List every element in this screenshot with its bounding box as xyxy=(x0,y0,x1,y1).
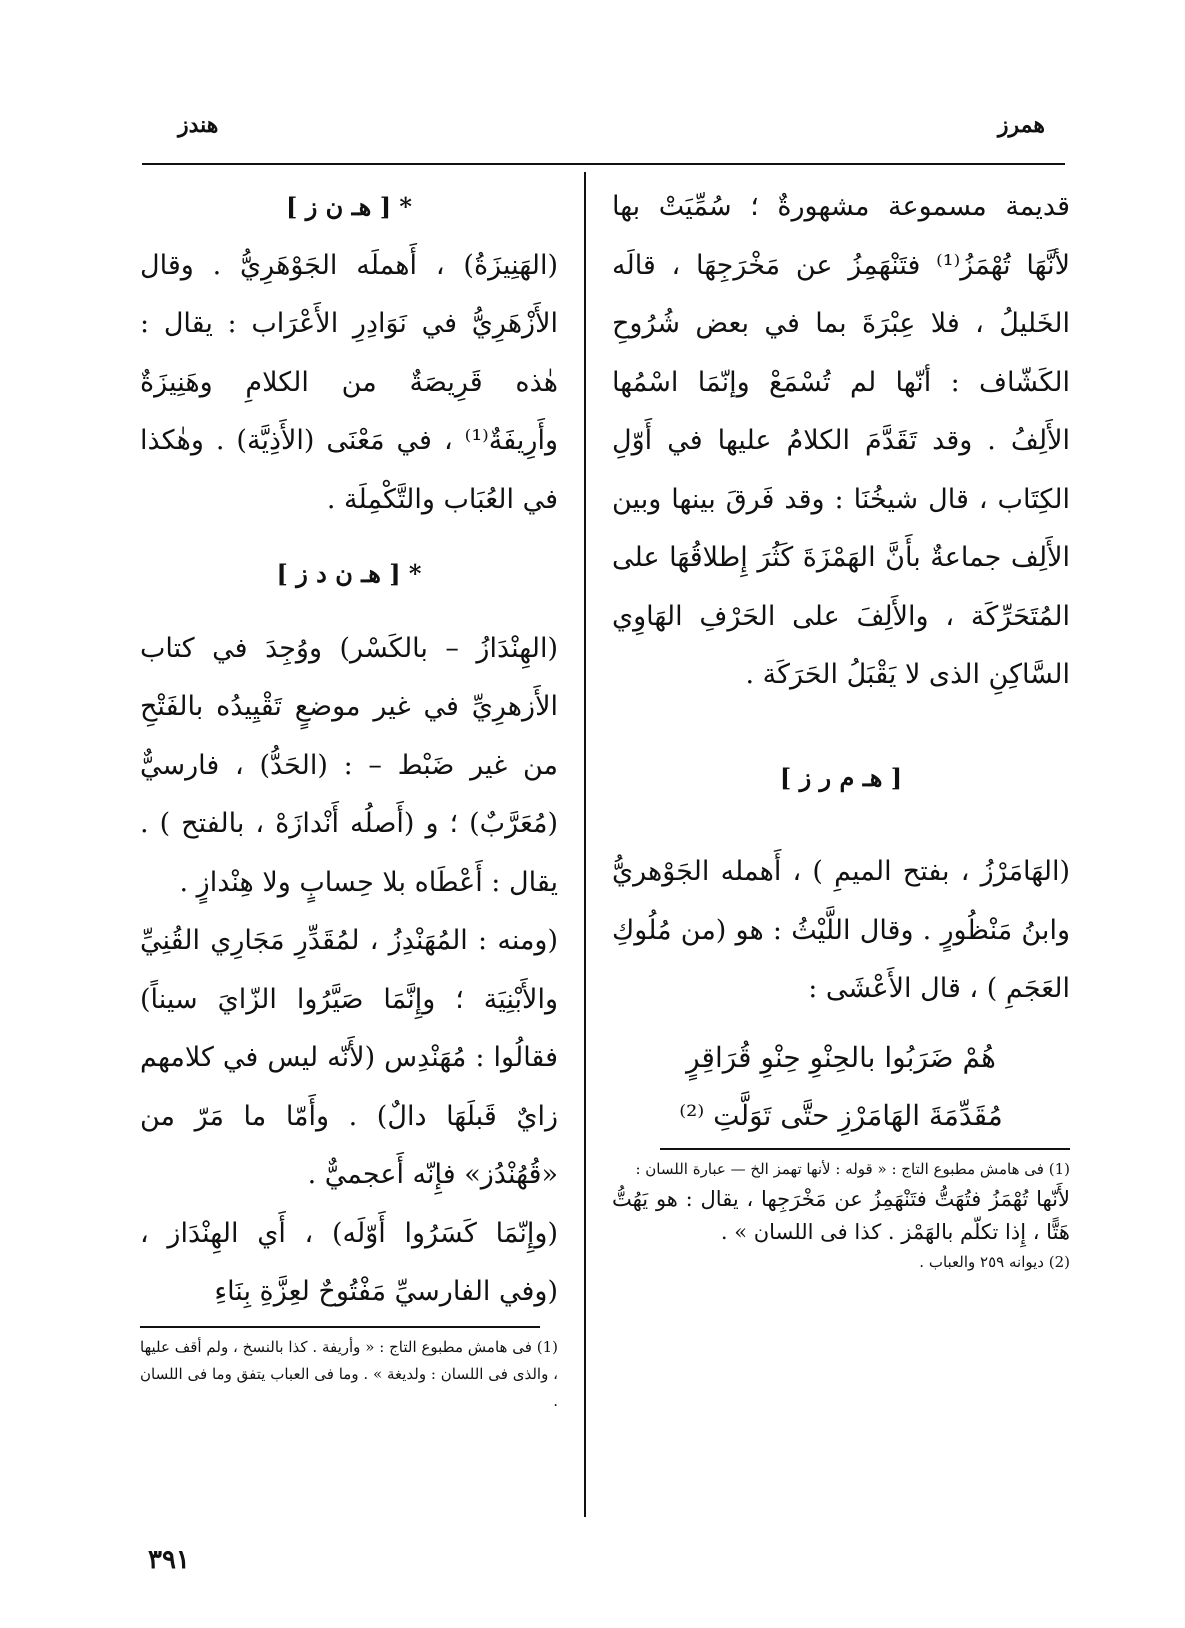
running-head-right: همرز xyxy=(997,112,1045,138)
entry-paragraph: (الهَنِيزَةُ) ، أَهملَه الجَوْهَرِيُّ . وقال الأَزْهَرِيُّ في نَوَادِرِ الأَعْرَاب : يقال : هٰذه قَرِيصَةٌ من الكلامِ وهَنِيزَةٌ وأَرِيفَةٌ⁽¹⁾ ، في مَعْنَى (الأَذِيَّة) . وهٰكذا في العُبَاب والتَّكْمِلَة . xyxy=(140,249,558,515)
footnote-rule xyxy=(140,1326,540,1328)
header-rule xyxy=(142,163,1065,165)
poem-line: هُمْ ضَرَبُوا بالحِنْوِ حِنْوِ قُرَاقِرٍ xyxy=(686,1040,996,1074)
entry-heading-hamrz: [ هـ م ر ز ] xyxy=(779,762,903,792)
column-divider xyxy=(584,172,586,1517)
entry-heading-hndz: * [ هـ ن د ز ] xyxy=(276,559,422,588)
poem-line: مُقَدِّمَةَ الهَامَرْزِ حتَّى تَوَلَّتِ ⁽²⁾ xyxy=(679,1099,1003,1132)
entry-paragraph: (الهَامَرْزُ ، بفتح الميمِ ) ، أَهمله الجَوْهريُّ وابنُ مَنْظُورٍ . وقال اللَّيْثُ : هو (من مُلُوكِ العَجَمِ ) ، قال الأَعْشَى : xyxy=(612,856,1070,1004)
entry-paragraph: (الهِنْدَازُ – بالكَسْر) ووُجِدَ في كتاب الأَزهرِيِّ في غير موضعٍ تَقْيِيدُه بالفَتْحِ من غير ضَبْط – : (الحَدُّ) ، فارسيٌّ (مُعَرَّبٌ) ؛ و (أَصلُه أَنْدازَهْ ، بالفتح ) . يقال : أَعْطَاه بلا حِسابٍ ولا هِنْدازٍ . xyxy=(140,632,558,898)
footnote: (2) ديوانه ٢٥٩ والعباب . xyxy=(919,1252,1070,1271)
footnotes-left xyxy=(140,1334,558,1415)
footnote: (1) فى هامش مطبوع التاج : « وأريفة . كذا بالنسخ ، ولم أقف عليها ، والذى فى اللسان : ولديغة » . وما فى العباب يتفق وما فى اللسان . xyxy=(140,1337,558,1410)
entry-paragraph: (وإِنّمَا كَسَرُوا أَوّلَه) ، أَي الهِنْدَاز ، (وفي الفارسيِّ مَفْتُوحٌ لعِزَّةِ بِنَاءِ xyxy=(140,1217,558,1307)
footnotes-right xyxy=(612,1156,1070,1276)
entry-heading-hnz: * [ هـ ن ز ] xyxy=(286,192,412,221)
right-column xyxy=(612,178,1070,1276)
left-column xyxy=(140,178,558,1415)
footnote-rule xyxy=(660,1148,1070,1150)
page-number: ٣٩١ xyxy=(148,1545,190,1575)
continuation-paragraph: قديمة مسموعة مشهورةٌ ؛ سُمِّيَتْ بها لأنَّهَا تُهْمَزُ⁽¹⁾ فتَنْهَمِزُ عن مَخْرَجِهَا ، قالَه الخَليلُ ، فلا عِبْرَةَ بما في بعض شُرُوحِ الكَشّاف : أنّها لم تُسْمَعْ وإنّمَا اسْمُها الأَلِفُ . وقد تَقَدَّمَ الكلامُ عليها في أَوّلِ الكِتَاب ، قال شيخُنَا : وقد فَرقَ بينها وبين الأَلِف جماعةٌ بأَنَّ الهَمْزَةَ كَثُرَ إِطلاقُهَا على المُتَحَرِّكَة ، والأَلِفَ على الحَرْفِ الهَاوِي السَّاكِنِ الذى لا يَقْبَلُ الحَرَكَة . xyxy=(612,191,1070,690)
running-head-left: هندز xyxy=(178,112,219,138)
footnote: (1) فى هامش مطبوع التاج : « قوله : لأنها تهمز الخ — عبارة اللسان : xyxy=(635,1159,1070,1178)
entry-paragraph: (ومنه : المُهَنْدِزُ ، لمُقَدِّرِ مَجَارِي القُنِيِّ والأَبْنِيَة ؛ وإِنَّمَا صَيَّرُوا الزّايَ سيناً) فقالُوا : مُهَنْدِس (لأَنّه ليس في كلامهم زايٌ قَبلَهَا دالٌ) . وأَمّا ما مَرّ من «قُهُنْدُز» فإِنّه أَعجميٌّ . xyxy=(140,925,558,1190)
footnote-quote: لأَنّها تُهْمَزُ فتُهَتُّ فتَنْهَمِزُ عن مَخْرَجِها ، يقال : هو يَهُتُّ هَتًّا ، إِذا تكلّم بالهَمْز . كذا فى اللسان » . xyxy=(612,1186,1070,1244)
